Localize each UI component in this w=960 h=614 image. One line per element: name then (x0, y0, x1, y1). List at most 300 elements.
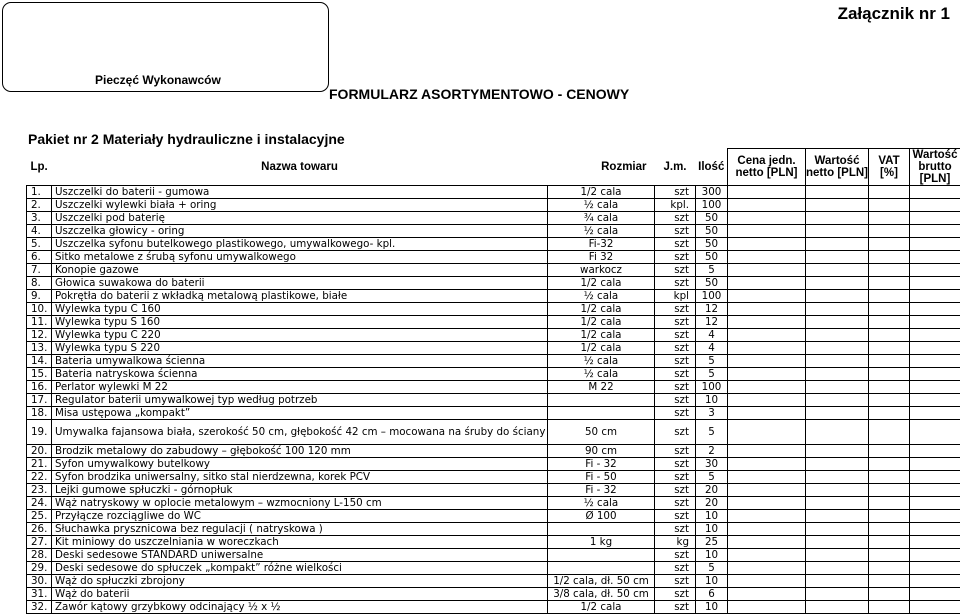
row-unit-price[interactable] (728, 381, 806, 394)
row-gross-value[interactable] (910, 536, 960, 549)
row-gross-value[interactable] (910, 575, 960, 588)
table-row (27, 316, 960, 329)
row-vat[interactable] (869, 381, 910, 394)
row-unit: szt (655, 420, 696, 445)
row-lp: 2. (27, 199, 52, 212)
row-unit-price[interactable] (728, 394, 806, 407)
row-unit: szt (655, 368, 696, 381)
row-vat[interactable] (869, 445, 910, 458)
row-vat[interactable] (869, 316, 910, 329)
row-lp: 20. (27, 445, 52, 458)
row-unit: szt (655, 497, 696, 510)
table-row (27, 303, 960, 316)
row-unit-price[interactable] (728, 264, 806, 277)
row-unit: szt (655, 225, 696, 238)
row-lp: 6. (27, 251, 52, 264)
table-row (27, 549, 960, 562)
row-gross-value[interactable] (910, 484, 960, 497)
row-unit: szt (655, 238, 696, 251)
row-net-value[interactable] (806, 484, 869, 497)
row-vat[interactable] (869, 368, 910, 381)
header-unit: J.m. (655, 149, 696, 186)
table-row (27, 407, 960, 420)
row-gross-value[interactable] (910, 407, 960, 420)
row-unit: szt (655, 329, 696, 342)
row-name: Przyłącze rozciągliwe do WC (52, 510, 548, 523)
row-name: Wylewka typu C 160 (52, 303, 548, 316)
row-lp: 17. (27, 394, 52, 407)
row-unit-price[interactable] (728, 471, 806, 484)
row-size: 1/2 cala (548, 303, 655, 316)
row-qty: 5 (696, 355, 728, 368)
row-unit-price[interactable] (728, 575, 806, 588)
row-qty: 5 (696, 562, 728, 575)
row-unit-price[interactable] (728, 510, 806, 523)
table-row (27, 251, 960, 264)
row-lp: 14. (27, 355, 52, 368)
header-name: Nazwa towaru (52, 149, 548, 186)
row-unit: szt (655, 394, 696, 407)
row-name: Uszczelka głowicy - oring (52, 225, 548, 238)
row-unit: szt (655, 601, 696, 614)
row-vat[interactable] (869, 264, 910, 277)
row-name: Bateria umywalkowa ścienna (52, 355, 548, 368)
row-lp: 30. (27, 575, 52, 588)
row-lp: 26. (27, 523, 52, 536)
row-size: 1/2 cala (548, 316, 655, 329)
row-vat[interactable] (869, 510, 910, 523)
row-gross-value[interactable] (910, 238, 960, 251)
attachment-label: Załącznik nr 1 (838, 4, 950, 24)
row-unit-price[interactable] (728, 316, 806, 329)
row-name: Umywalka fajansowa biała, szerokość 50 cm, głębokość 42 cm – mocowana na śruby do ściany (52, 420, 548, 445)
row-gross-value[interactable] (910, 368, 960, 381)
row-name: Wylewka typu C 220 (52, 329, 548, 342)
table-row (27, 510, 960, 523)
row-gross-value[interactable] (910, 562, 960, 575)
row-name: Bateria natryskowa ścienna (52, 368, 548, 381)
table-row (27, 523, 960, 536)
row-vat[interactable] (869, 523, 910, 536)
row-size: M 22 (548, 381, 655, 394)
table-header-row (27, 149, 960, 186)
row-size: ½ cala (548, 290, 655, 303)
table-row (27, 342, 960, 355)
row-vat[interactable] (869, 407, 910, 420)
row-lp: 1. (27, 186, 52, 199)
row-qty: 100 (696, 381, 728, 394)
row-unit: szt (655, 303, 696, 316)
row-net-value[interactable] (806, 225, 869, 238)
row-name: Zawór kątowy grzybkowy odcinający ½ x ½ (52, 601, 548, 614)
row-lp: 23. (27, 484, 52, 497)
row-vat[interactable] (869, 238, 910, 251)
row-name: Głowica suwakowa do baterii (52, 277, 548, 290)
table-row (27, 355, 960, 368)
row-lp: 15. (27, 368, 52, 381)
row-vat[interactable] (869, 186, 910, 199)
row-unit: szt (655, 407, 696, 420)
table-row (27, 420, 960, 445)
header-unit-price: Cena jedn. netto [PLN] (728, 149, 806, 186)
row-unit-price[interactable] (728, 303, 806, 316)
table-row (27, 458, 960, 471)
row-size: 1/2 cala (548, 277, 655, 290)
row-gross-value[interactable] (910, 251, 960, 264)
row-gross-value[interactable] (910, 316, 960, 329)
row-qty: 10 (696, 549, 728, 562)
row-name: Wąż do spłuczki zbrojony (52, 575, 548, 588)
header-gross-value: Wartość brutto [PLN] (910, 149, 960, 186)
row-net-value[interactable] (806, 186, 869, 199)
row-unit-price[interactable] (728, 225, 806, 238)
row-net-value[interactable] (806, 277, 869, 290)
row-name: Sitko metalowe z śrubą syfonu umywalkowego (52, 251, 548, 264)
form-title: FORMULARZ ASORTYMENTOWO - CENOWY (329, 86, 629, 102)
table-row (27, 368, 960, 381)
row-name: Syfon umywalkowy butelkowy (52, 458, 548, 471)
row-gross-value[interactable] (910, 510, 960, 523)
row-size: Ø 100 (548, 510, 655, 523)
row-lp: 18. (27, 407, 52, 420)
row-gross-value[interactable] (910, 290, 960, 303)
row-lp: 31. (27, 588, 52, 601)
row-vat[interactable] (869, 549, 910, 562)
row-vat[interactable] (869, 355, 910, 368)
row-lp: 9. (27, 290, 52, 303)
row-qty: 50 (696, 251, 728, 264)
row-gross-value[interactable] (910, 497, 960, 510)
row-gross-value[interactable] (910, 225, 960, 238)
row-name: Uszczelki do baterii - gumowa (52, 186, 548, 199)
row-unit-price[interactable] (728, 238, 806, 251)
table-row (27, 212, 960, 225)
row-unit-price[interactable] (728, 458, 806, 471)
row-name: Lejki gumowe spłuczki - górnopłuk (52, 484, 548, 497)
row-unit: szt (655, 445, 696, 458)
table-row (27, 601, 960, 614)
row-unit: kg (655, 536, 696, 549)
row-unit: szt (655, 523, 696, 536)
row-unit-price[interactable] (728, 212, 806, 225)
row-net-value[interactable] (806, 407, 869, 420)
row-unit-price[interactable] (728, 199, 806, 212)
row-unit: szt (655, 484, 696, 497)
row-lp: 3. (27, 212, 52, 225)
row-lp: 12. (27, 329, 52, 342)
row-size: ½ cala (548, 497, 655, 510)
row-unit-price[interactable] (728, 445, 806, 458)
row-lp: 7. (27, 264, 52, 277)
row-gross-value[interactable] (910, 445, 960, 458)
row-net-value[interactable] (806, 368, 869, 381)
row-net-value[interactable] (806, 510, 869, 523)
row-unit-price[interactable] (728, 420, 806, 445)
row-name: Misa ustępowa „kompakt” (52, 407, 548, 420)
row-unit: szt (655, 588, 696, 601)
row-vat[interactable] (869, 420, 910, 445)
row-vat[interactable] (869, 225, 910, 238)
row-lp: 4. (27, 225, 52, 238)
row-lp: 19. (27, 420, 52, 445)
row-name: Uszczelki pod baterię (52, 212, 548, 225)
row-unit: szt (655, 575, 696, 588)
row-vat[interactable] (869, 601, 910, 614)
row-qty: 4 (696, 329, 728, 342)
row-size: Fi - 50 (548, 471, 655, 484)
row-unit-price[interactable] (728, 342, 806, 355)
row-lp: 5. (27, 238, 52, 251)
row-net-value[interactable] (806, 497, 869, 510)
row-unit: szt (655, 316, 696, 329)
row-size: 1 kg (548, 536, 655, 549)
row-unit: szt (655, 264, 696, 277)
row-lp: 11. (27, 316, 52, 329)
row-lp: 29. (27, 562, 52, 575)
row-qty: 3 (696, 407, 728, 420)
row-qty: 12 (696, 303, 728, 316)
row-size: warkocz (548, 264, 655, 277)
table-row (27, 471, 960, 484)
row-name: Uszczelki wylewki biała + oring (52, 199, 548, 212)
row-size: Fi 32 (548, 251, 655, 264)
row-net-value[interactable] (806, 420, 869, 445)
row-name: Wąż do baterii (52, 588, 548, 601)
row-vat[interactable] (869, 562, 910, 575)
row-gross-value[interactable] (910, 458, 960, 471)
row-qty: 300 (696, 186, 728, 199)
table-row (27, 186, 960, 199)
items-table (26, 148, 960, 614)
row-size: ½ cala (548, 225, 655, 238)
row-unit-price[interactable] (728, 407, 806, 420)
row-qty: 10 (696, 394, 728, 407)
row-net-value[interactable] (806, 355, 869, 368)
row-unit: szt (655, 381, 696, 394)
row-size: Fi-32 (548, 238, 655, 251)
row-unit: kpl. (655, 199, 696, 212)
row-vat[interactable] (869, 536, 910, 549)
row-qty: 30 (696, 458, 728, 471)
row-unit: szt (655, 342, 696, 355)
table-row (27, 497, 960, 510)
row-gross-value[interactable] (910, 277, 960, 290)
row-qty: 10 (696, 510, 728, 523)
row-vat[interactable] (869, 290, 910, 303)
row-size: 1/2 cala (548, 186, 655, 199)
row-unit-price[interactable] (728, 497, 806, 510)
row-qty: 12 (696, 316, 728, 329)
row-net-value[interactable] (806, 290, 869, 303)
row-qty: 5 (696, 471, 728, 484)
package-title: Pakiet nr 2 Materiały hydrauliczne i instalacyjne (28, 131, 345, 147)
row-net-value[interactable] (806, 549, 869, 562)
row-name: Regulator baterii umywalkowej typ według potrzeb (52, 394, 548, 407)
row-gross-value[interactable] (910, 523, 960, 536)
row-vat[interactable] (869, 199, 910, 212)
table-row (27, 290, 960, 303)
row-lp: 10. (27, 303, 52, 316)
row-gross-value[interactable] (910, 394, 960, 407)
row-size: 1/2 cala, dł. 50 cm (548, 575, 655, 588)
table-row (27, 484, 960, 497)
row-gross-value[interactable] (910, 381, 960, 394)
row-lp: 25. (27, 510, 52, 523)
row-vat[interactable] (869, 471, 910, 484)
row-gross-value[interactable] (910, 303, 960, 316)
row-unit-price[interactable] (728, 251, 806, 264)
row-lp: 16. (27, 381, 52, 394)
row-net-value[interactable] (806, 303, 869, 316)
row-unit-price[interactable] (728, 329, 806, 342)
row-gross-value[interactable] (910, 199, 960, 212)
row-name: Pokrętła do baterii z wkładką metalową plastikowe, białe (52, 290, 548, 303)
row-net-value[interactable] (806, 523, 869, 536)
row-size (548, 562, 655, 575)
row-vat[interactable] (869, 484, 910, 497)
row-qty: 10 (696, 523, 728, 536)
row-vat[interactable] (869, 394, 910, 407)
row-vat[interactable] (869, 497, 910, 510)
row-gross-value[interactable] (910, 355, 960, 368)
row-qty: 100 (696, 199, 728, 212)
row-qty: 10 (696, 601, 728, 614)
row-vat[interactable] (869, 251, 910, 264)
row-net-value[interactable] (806, 329, 869, 342)
row-lp: 24. (27, 497, 52, 510)
row-gross-value[interactable] (910, 471, 960, 484)
row-net-value[interactable] (806, 381, 869, 394)
row-unit: szt (655, 355, 696, 368)
table-row (27, 394, 960, 407)
header-lp: Lp. (27, 149, 52, 186)
row-unit: szt (655, 212, 696, 225)
row-size: ½ cala (548, 355, 655, 368)
row-name: Deski sedesowe do spłuczek „kompakt” różne wielkości (52, 562, 548, 575)
row-size: Fi - 32 (548, 458, 655, 471)
row-qty: 20 (696, 484, 728, 497)
row-gross-value[interactable] (910, 264, 960, 277)
row-net-value[interactable] (806, 575, 869, 588)
row-vat[interactable] (869, 277, 910, 290)
row-unit-price[interactable] (728, 368, 806, 381)
row-unit-price[interactable] (728, 549, 806, 562)
row-name: Wąż natryskowy w oplocie metalowym – wzmocniony L-150 cm (52, 497, 548, 510)
row-unit: szt (655, 549, 696, 562)
row-vat[interactable] (869, 329, 910, 342)
row-net-value[interactable] (806, 445, 869, 458)
row-net-value[interactable] (806, 199, 869, 212)
table-row (27, 445, 960, 458)
stamp-label: Pieczęć Wykonawców (95, 73, 221, 87)
row-net-value[interactable] (806, 562, 869, 575)
row-net-value[interactable] (806, 394, 869, 407)
row-qty: 10 (696, 575, 728, 588)
row-net-value[interactable] (806, 212, 869, 225)
row-vat[interactable] (869, 303, 910, 316)
row-size: Fi - 32 (548, 484, 655, 497)
row-size: ½ cala (548, 368, 655, 381)
items-body (27, 186, 960, 614)
row-vat[interactable] (869, 342, 910, 355)
row-qty: 4 (696, 342, 728, 355)
row-qty: 20 (696, 497, 728, 510)
table-row (27, 575, 960, 588)
row-unit: szt (655, 562, 696, 575)
row-gross-value[interactable] (910, 420, 960, 445)
row-unit: szt (655, 471, 696, 484)
row-net-value[interactable] (806, 238, 869, 251)
row-vat[interactable] (869, 212, 910, 225)
row-qty: 50 (696, 212, 728, 225)
row-net-value[interactable] (806, 471, 869, 484)
row-qty: 50 (696, 238, 728, 251)
row-net-value[interactable] (806, 264, 869, 277)
row-net-value[interactable] (806, 536, 869, 549)
row-net-value[interactable] (806, 316, 869, 329)
row-lp: 21. (27, 458, 52, 471)
row-qty: 2 (696, 445, 728, 458)
row-size (548, 394, 655, 407)
row-size: 1/2 cala (548, 601, 655, 614)
table-row (27, 277, 960, 290)
row-size: 50 cm (548, 420, 655, 445)
table-row (27, 225, 960, 238)
row-unit-price[interactable] (728, 562, 806, 575)
row-name: Perlator wylewki M 22 (52, 381, 548, 394)
header-size: Rozmiar (548, 149, 655, 186)
row-qty: 5 (696, 420, 728, 445)
row-qty: 50 (696, 277, 728, 290)
table-row (27, 562, 960, 575)
header-net-value: Wartość netto [PLN] (806, 149, 869, 186)
row-unit-price[interactable] (728, 536, 806, 549)
row-net-value[interactable] (806, 342, 869, 355)
row-unit: szt (655, 510, 696, 523)
row-name: Wylewka typu S 220 (52, 342, 548, 355)
row-unit-price[interactable] (728, 601, 806, 614)
row-name: Wylewka typu S 160 (52, 316, 548, 329)
row-gross-value[interactable] (910, 549, 960, 562)
row-gross-value[interactable] (910, 212, 960, 225)
table-row (27, 329, 960, 342)
row-size: 90 cm (548, 445, 655, 458)
row-name: Syfon brodzika uniwersalny, sitko stal nierdzewna, korek PCV (52, 471, 548, 484)
row-unit-price[interactable] (728, 484, 806, 497)
row-unit-price[interactable] (728, 277, 806, 290)
row-name: Uszczelka syfonu butelkowego plastikowego, umywalkowego- kpl. (52, 238, 548, 251)
row-gross-value[interactable] (910, 186, 960, 199)
row-gross-value[interactable] (910, 329, 960, 342)
row-gross-value[interactable] (910, 342, 960, 355)
row-unit: szt (655, 251, 696, 264)
row-qty: 6 (696, 588, 728, 601)
row-size: 1/2 cala (548, 329, 655, 342)
row-vat[interactable] (869, 458, 910, 471)
row-name: Kit miniowy do uszczelniania w woreczkach (52, 536, 548, 549)
row-net-value[interactable] (806, 601, 869, 614)
row-size: ½ cala (548, 199, 655, 212)
row-unit-price[interactable] (728, 186, 806, 199)
row-unit-price[interactable] (728, 355, 806, 368)
row-gross-value[interactable] (910, 601, 960, 614)
row-unit-price[interactable] (728, 290, 806, 303)
row-net-value[interactable] (806, 251, 869, 264)
row-name: Deski sedesowe STANDARD uniwersalne (52, 549, 548, 562)
row-net-value[interactable] (806, 458, 869, 471)
row-vat[interactable] (869, 575, 910, 588)
row-unit-price[interactable] (728, 523, 806, 536)
